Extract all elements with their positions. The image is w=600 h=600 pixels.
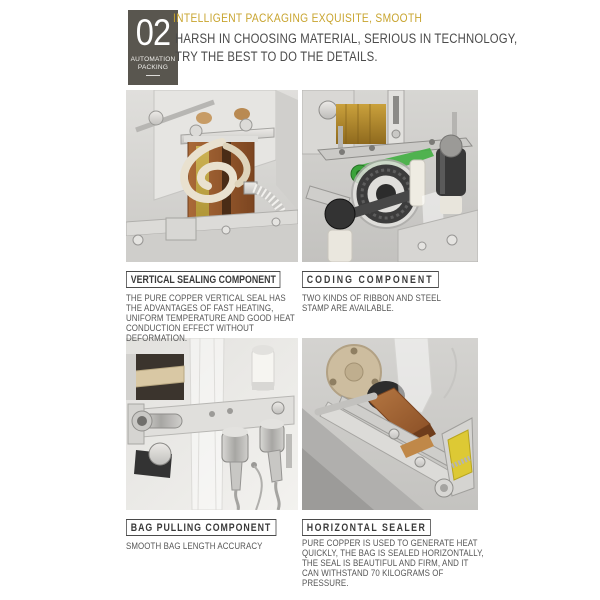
frame-knob: [319, 101, 337, 119]
guide-rod: [286, 434, 292, 468]
plate-bolt-1: [339, 149, 345, 155]
plate-bolt: [272, 402, 284, 414]
vertical-sealing-illustration: [126, 90, 298, 262]
plate-bolt-3: [429, 139, 435, 145]
badge-caption-line2: PACKING: [137, 64, 169, 71]
cylinder-ring: [252, 382, 274, 390]
badge-underline: [146, 75, 160, 76]
hex-nut-right: [240, 119, 252, 131]
jaw-bolt-2: [415, 457, 425, 467]
section-title-vertical-sealing: VERTICAL SEALING COMPONENT: [126, 271, 281, 288]
spool-highlight: [440, 150, 445, 194]
section-desc-horizontal-sealer: PURE COPPER IS USED TO GENERATE HEAT QUICKLY, THE BAG IS SEALED HORIZONTALLY, THE SEAL IS BEAUTIFUL AND FIRM, AND IT CAN WITHSTAND 70 KILOGRAMS OF PRESSURE.: [302, 538, 484, 588]
clip-left: [230, 462, 242, 490]
badge-caption: [128, 56, 178, 72]
knob-bolt: [149, 111, 163, 125]
section-number: 02: [135, 12, 171, 53]
section-desc-vertical-sealing: THE PURE COPPER VERTICAL SEAL HAS THE ADVANTAGES OF FAST HEATING, UNIFORM TEMPERATURE AND GOOD HEAT CONDUCTION EFFECT WITHOUT DEFORMATION.: [126, 293, 295, 343]
bag-pulling-component-photo: [126, 338, 298, 510]
subtitle-line1: HARSH IN CHOOSING MATERIAL, SERIOUS IN TECHNOLOGY,: [175, 31, 518, 46]
subtitle-line2: TRY THE BEST TO DO THE DETAILS.: [175, 48, 378, 64]
base-plate: [166, 218, 196, 240]
coding-component-photo: [302, 90, 478, 262]
horizontal-sealer-photo: [302, 338, 478, 510]
section-number-badge: [128, 10, 178, 85]
badge-caption-line1: AUTOMATION: [130, 56, 176, 63]
page-tagline: INTELLIGENT PACKAGING EXQUISITE, SMOOTH: [173, 11, 423, 25]
base-bolt-1: [133, 235, 143, 245]
white-roller-lower: [328, 230, 352, 262]
window-frame: [126, 354, 136, 400]
flange-hole-2: [330, 379, 337, 386]
flange-hub: [345, 363, 363, 381]
bracket-slot: [393, 96, 399, 124]
coding-illustration: [302, 90, 478, 262]
gold-ribbon-coil: [336, 104, 386, 144]
section-title-horizontal-sealer: HORIZONTAL SEALER: [302, 519, 431, 536]
roller-left-cap: [222, 427, 248, 437]
vertical-sealing-component-photo: [126, 90, 298, 262]
bag-pulling-illustration: [126, 338, 298, 510]
jaw-bolt-1: [389, 429, 399, 439]
plate-hole-2: [227, 408, 233, 414]
cylinder-cap: [252, 345, 274, 355]
horizontal-sealer-illustration: [302, 338, 478, 510]
spool-cap: [440, 135, 462, 157]
roller-right-cap: [260, 419, 284, 429]
section-desc-bag-pulling: SMOOTH BAG LENGTH ACCURACY: [126, 541, 263, 551]
base-bolt-3: [272, 218, 280, 226]
spool-base: [440, 196, 462, 214]
section-desc-coding: TWO KINDS OF RIBBON AND STEEL STAMP ARE AVAILABLE.: [302, 293, 441, 313]
black-roller-lower: [325, 199, 355, 229]
bearing-core: [137, 416, 147, 426]
base-bolt-2: [222, 226, 230, 234]
section-title-coding: CODING COMPONENT: [302, 271, 438, 288]
insulator-right: [234, 108, 250, 120]
lock-nut-core: [440, 484, 448, 492]
bracket-bolt: [392, 130, 400, 138]
hex-nut-left: [190, 125, 202, 137]
base-bolt-b: [418, 242, 426, 250]
flange-hole-1: [351, 348, 358, 355]
plate-hole-1: [209, 411, 215, 417]
base-bolt-a: [447, 235, 457, 245]
hex-bolt-large: [149, 443, 171, 465]
page-subtitle: [175, 30, 517, 65]
plate-bolt-2: [369, 145, 375, 151]
insulator-left: [196, 112, 212, 124]
section-title-bag-pulling: BAG PULLING COMPONENT: [126, 519, 276, 536]
